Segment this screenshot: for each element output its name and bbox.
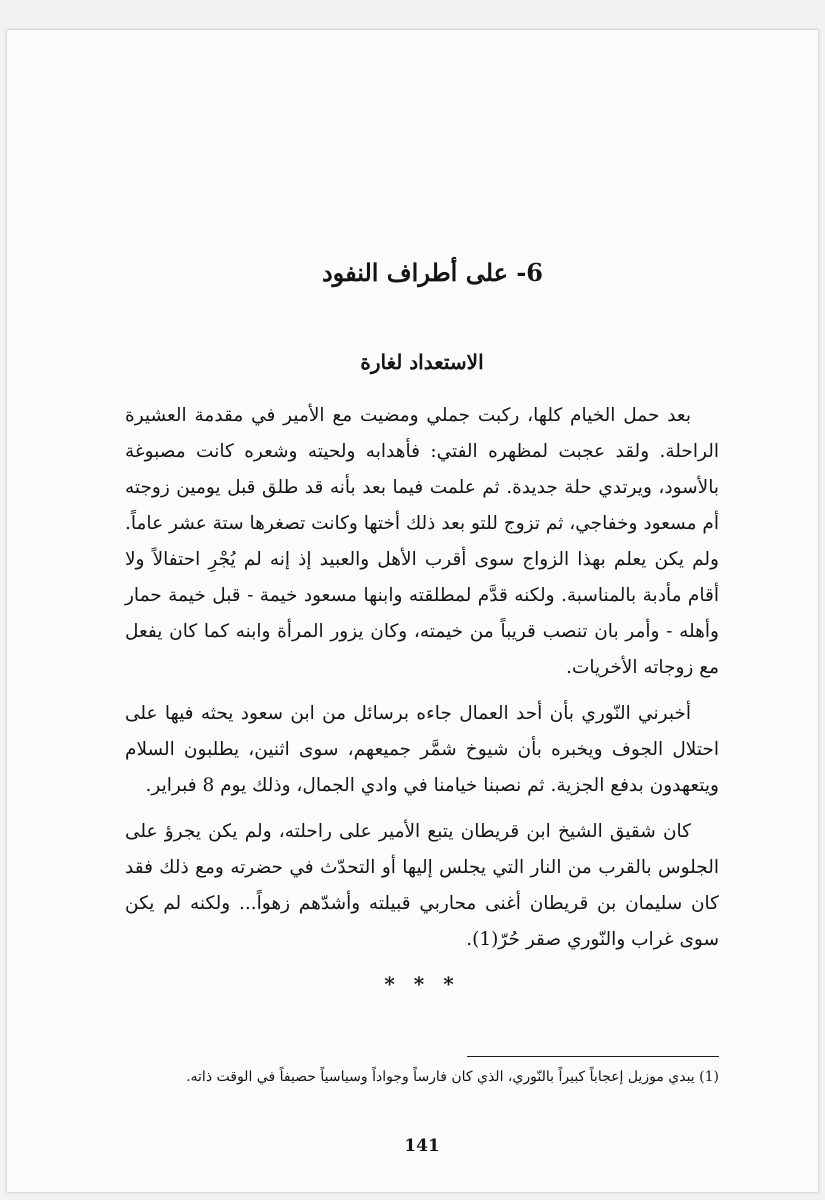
book-page (7, 30, 818, 1192)
page-number: 141 (404, 1136, 440, 1156)
body-text (125, 398, 719, 968)
footnote: (1) يبدي موزيل إعجاباً كبيراً بالنّوري، الذي كان فارساً وجواداً وسياسياً حصيفاً في الوقت ذاته. (186, 1069, 719, 1085)
page-content (125, 30, 719, 1192)
paragraph: بعد حمل الخيام كلها، ركبت جملي ومضيت مع الأمير في مقدمة العشيرة الراحلة. ولقد عجبت لمظهره الفتي: فأهدابه ولحيته وشعره كانت مصبوغة بالأسود، ويرتدي حلة جديدة. ثم علمت فيما بعد بأنه قد طلق قبل يومين زوجته أم مسعود وخفاجي، ثم تزوج للتو بعد ذلك أختها وكانت تصغرها ستة عشر عاماً. ولم يكن يعلم بهذا الزواج سوى أقرب الأهل والعبيد إذ إنه لم يُجْرِ احتفالاً ولا أقام مأدبة بالمناسبة. ولكنه قدَّم لمطلقته وابنها مسعود خيمة - قبل خيمة حمار وأهله - وأمر بان تنصب قريباً من خيمته، وكان يزور المرأة وابنه كما كان يفعل مع زوجاته الأخريات. (125, 405, 719, 678)
paragraph: أخبرني النّوري بأن أحد العمال جاءه برسائل من ابن سعود يحثه فيها على احتلال الجوف ويخبره بأن شيوخ شمَّر جميعهم، سوى اثنين، يطلبون السلام ويتعهدون بدفع الجزية. ثم نصبنا خيامنا في وادي الجمال، وذلك يوم 8 فبراير. (125, 703, 719, 796)
section-break: * * * (384, 972, 460, 996)
footnote-divider (467, 1056, 719, 1057)
section-title: الاستعداد لغارة (360, 350, 484, 374)
chapter-title: 6- على أطراف النفود (321, 258, 543, 287)
paragraph: كان شقيق الشيخ ابن قريطان يتبع الأمير على راحلته، ولم يكن يجرؤ على الجلوس بالقرب من النار التي يجلس إليها أو التحدّث في حضرته ومع ذلك فقد كان سليمان بن قريطان أغنى محاربي قبيلته وأشدّهم زهواً... ولكنه لم يكن سوى غراب والنّوري صقر حُرّ(1). (125, 821, 719, 950)
